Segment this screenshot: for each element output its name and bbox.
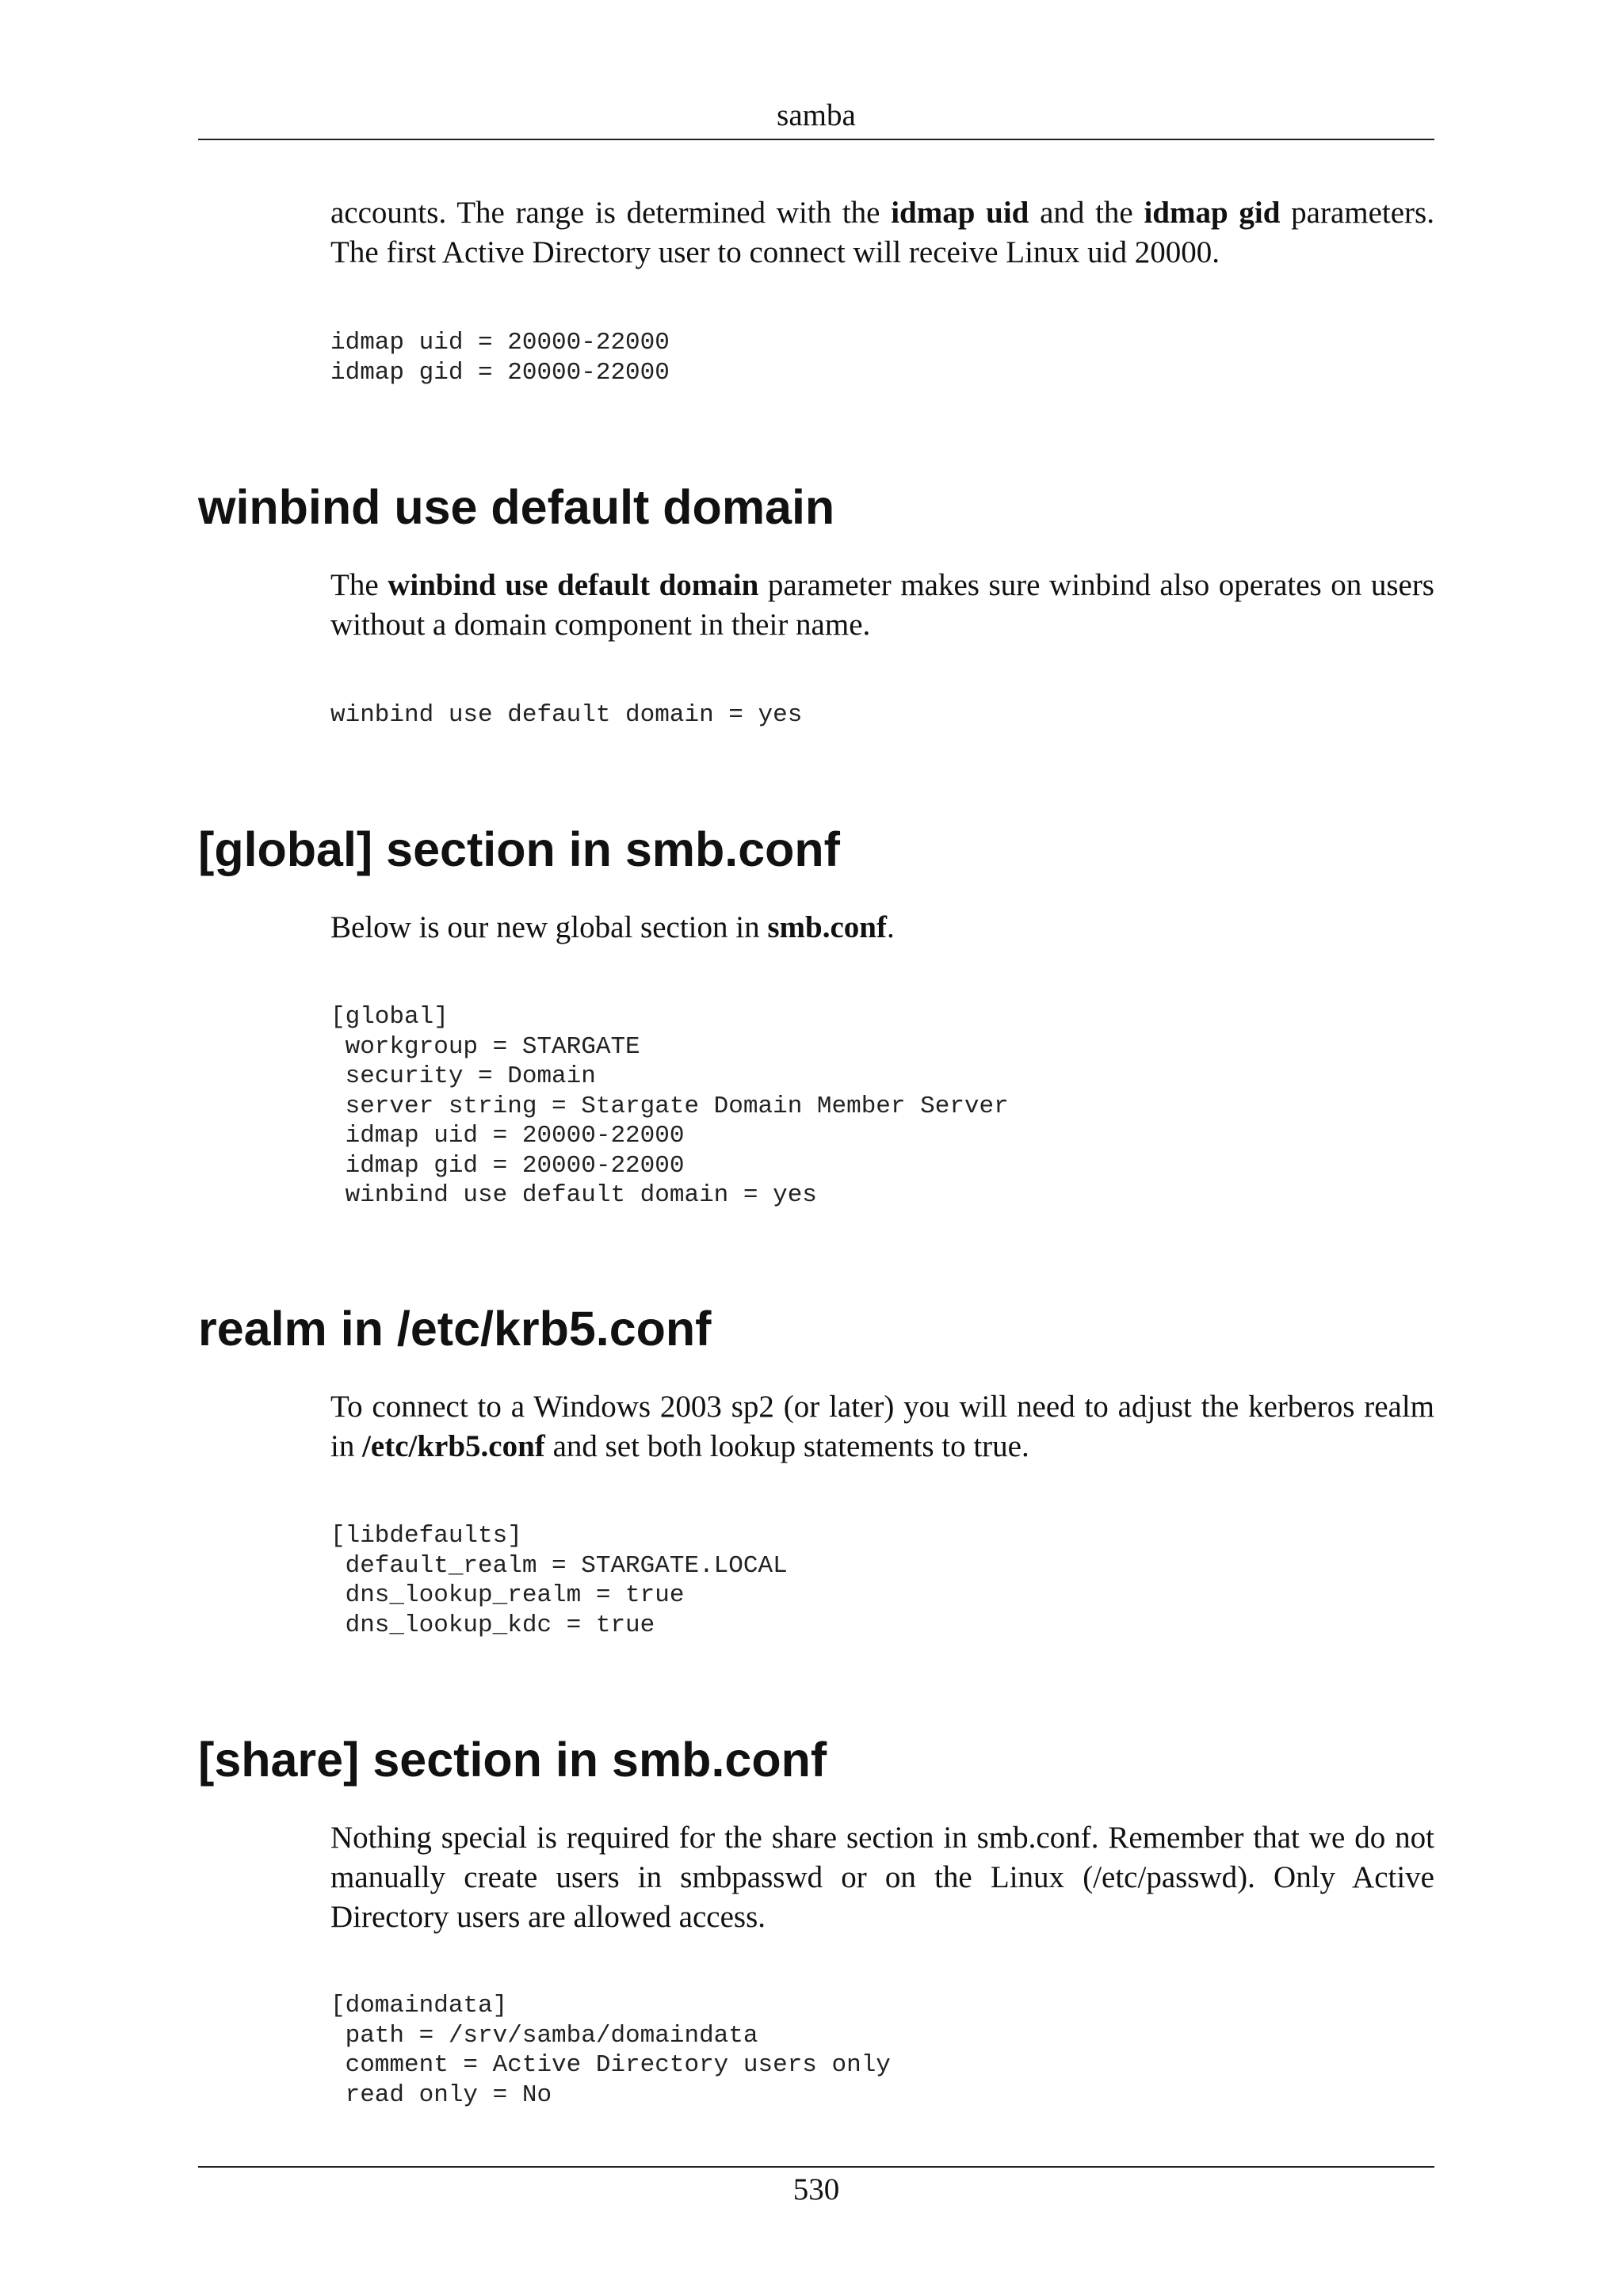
term-idmap-uid: idmap uid: [891, 196, 1029, 230]
term-krb5-conf: /etc/krb5.conf: [362, 1429, 545, 1463]
code-block-share: [domaindata] path = /srv/samba/domaindata comment = Active Directory users only read only = No: [330, 1992, 891, 2109]
section-heading-share: [share] section in smb.conf: [198, 1733, 827, 1787]
section-paragraph-share: [330, 1818, 1434, 1937]
code-block-global: [global] workgroup = STARGATE security = Domain server string = Stargate Domain Member Server idmap uid = 20000-22000 idmap gid = 20000-22000 winbind use default domain = yes: [330, 1003, 1009, 1209]
text-run: and set both lookup statements to true.: [544, 1429, 1029, 1463]
running-header: samba: [777, 98, 856, 132]
section-heading-global: [global] section in smb.conf: [198, 822, 840, 876]
section-heading-winbind: winbind use default domain: [198, 480, 835, 534]
header-rule: [198, 139, 1434, 140]
code-block-winbind: winbind use default domain = yes: [330, 701, 803, 729]
code-block-idmap: idmap uid = 20000-22000 idmap gid = 20000-22000: [330, 329, 670, 387]
code-block-krb5: [libdefaults] default_realm = STARGATE.LOCAL dns_lookup_realm = true dns_lookup_kdc = true: [330, 1522, 788, 1639]
section-paragraph-global: [330, 908, 1434, 948]
text-run: parameter makes sure winbind also operates on users without a domain component in their name.: [330, 568, 1434, 642]
intro-paragraph: [330, 193, 1434, 273]
section-paragraph-krb5: [330, 1387, 1434, 1466]
text-run: The: [330, 568, 388, 602]
text-run: Below is our new global section in: [330, 910, 768, 944]
section-paragraph-winbind: [330, 566, 1434, 645]
text-run: parameters. The first Active Directory user to connect will receive Linux uid 20000.: [330, 196, 1434, 269]
text-run: To connect to a Windows 2003 sp2 (or later) you will need to adjust the kerberos realm in: [330, 1390, 1434, 1463]
term-winbind-use-default-domain: winbind use default domain: [388, 568, 759, 602]
text-run: .: [886, 910, 895, 944]
text-run: and the: [1029, 196, 1144, 230]
text-run: accounts. The range is determined with the: [330, 196, 892, 230]
term-smb-conf: smb.conf: [767, 910, 887, 944]
section-heading-krb5: realm in /etc/krb5.conf: [198, 1302, 712, 1356]
text-run: Nothing special is required for the share section in smb.conf. Remember that we do not manually create users in smbpasswd or on the Linux (/etc/passwd). Only Active Directory users are allowed access.: [330, 1821, 1434, 1934]
term-idmap-gid: idmap gid: [1144, 196, 1281, 230]
page-number: 530: [792, 2172, 840, 2206]
